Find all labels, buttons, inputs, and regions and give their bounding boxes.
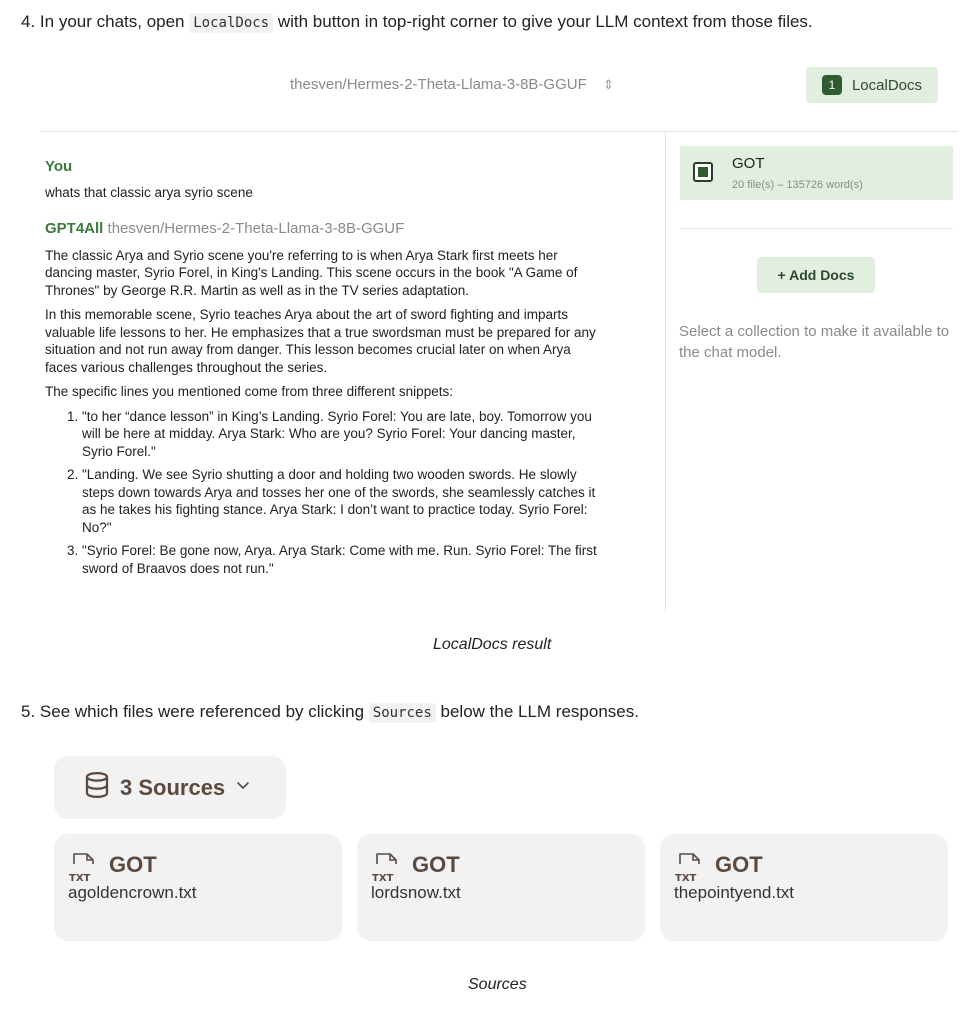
svg-text:TXT: TXT [69,873,91,883]
step-text-pre: See which files were referenced by clicking [39,702,365,721]
snippet-list [45,408,605,578]
step-text-post: with button in top-right corner to give your LLM context from those files. [277,12,813,31]
source-card[interactable] [357,834,645,941]
step-number: 5. [21,702,36,721]
localdocs-label: LocalDocs [851,76,923,94]
localdocs-count-badge: 1 [822,75,842,95]
source-filename: lordsnow.txt [371,883,461,902]
collection-meta: 20 file(s) – 135726 word(s) [732,179,863,191]
header-divider [40,131,958,132]
caption-sources: Sources [468,976,527,993]
svg-text:TXT: TXT [372,873,394,883]
source-card[interactable] [54,834,342,941]
bot-label: GPT4All [45,220,104,237]
sidebar-divider [680,228,953,229]
caption-localdocs-result: LocalDocs result [433,636,552,653]
step-number: 4. [21,12,36,31]
user-message: whats that classic arya syrio scene [45,184,253,200]
step-5-instruction [21,702,639,722]
source-filename: agoldencrown.txt [68,883,197,902]
panel-divider [665,132,666,612]
sources-code: Sources [369,703,436,723]
chat-conversation [45,158,605,583]
step-4-instruction [21,12,813,32]
user-label: You [45,158,73,175]
source-title: GOT [109,852,157,877]
collection-hint: Select a collection to make it available to the chat model. [679,323,950,361]
database-icon [82,770,112,805]
bot-header [45,220,605,238]
response-paragraph: In this memorable scene, Syrio teaches Arya about the art of sword fighting and imparts valuable life lessons to her. He emphasizes that a true swordsman must be prepared for any situation and not run away from danger. This lesson becomes crucial later on when Arya faces various challenges throughout the series. [45,307,596,375]
chevron-down-icon [235,777,251,798]
source-title: GOT [412,852,460,877]
localdocs-code: LocalDocs [189,13,273,33]
checkbox-icon[interactable] [693,162,713,182]
sources-label: 3 Sources [120,774,226,800]
step-text-pre: In your chats, open [39,12,185,31]
add-docs-button[interactable]: + Add Docs [757,257,875,293]
collection-name: GOT [732,155,765,172]
sources-toggle[interactable] [54,756,286,819]
step-text-post: below the LLM responses. [440,702,639,721]
snippet-item: 3. "Syrio Forel: Be gone now, Arya. Arya Stark: Come with me. Run. Syrio Forel: The first sword of Braavos does not run." [82,542,605,577]
model-selector[interactable] [290,76,614,93]
source-title: GOT [715,852,763,877]
snippet-item: 1. "to her “dance lesson” in King’s Landing. Syrio Forel: You are late, boy. Tomorrow you will be here at midday. Arya Stark: Who are you? Syrio Forel: Your dancing master, Syrio Forel." [82,408,605,461]
chevron-up-down-icon: ⇕ [602,77,614,92]
source-filename: thepointyend.txt [674,883,795,902]
source-card[interactable] [660,834,948,941]
svg-text:TXT: TXT [675,873,697,883]
collection-item-got[interactable] [680,146,953,200]
snippet-item: 2. "Landing. We see Syrio shutting a door and holding two wooden swords. He slowly steps down towards Arya and tosses her one of the swords, she seamlessly catches it as he takes his fighting stance. Arya Stark: I don’t want to practice today. Syrio Forel: No?" [82,466,605,536]
bot-model: thesven/Hermes-2-Theta-Llama-3-8B-GGUF [107,220,405,237]
response-paragraph: The classic Arya and Syrio scene you're referring to is when Arya Stark first meets her dancing master, Syrio Forel, in King's Landing. This scene occurs in the book "A Game of Thrones" by George R.R. Martin as well as in the TV series adaptation. [45,247,578,298]
localdocs-button[interactable] [806,67,938,103]
response-paragraph: The specific lines you mentioned come from three different snippets: [45,384,453,399]
checkbox-fill [698,167,708,177]
model-name: thesven/Hermes-2-Theta-Llama-3-8B-GGUF [290,76,587,93]
